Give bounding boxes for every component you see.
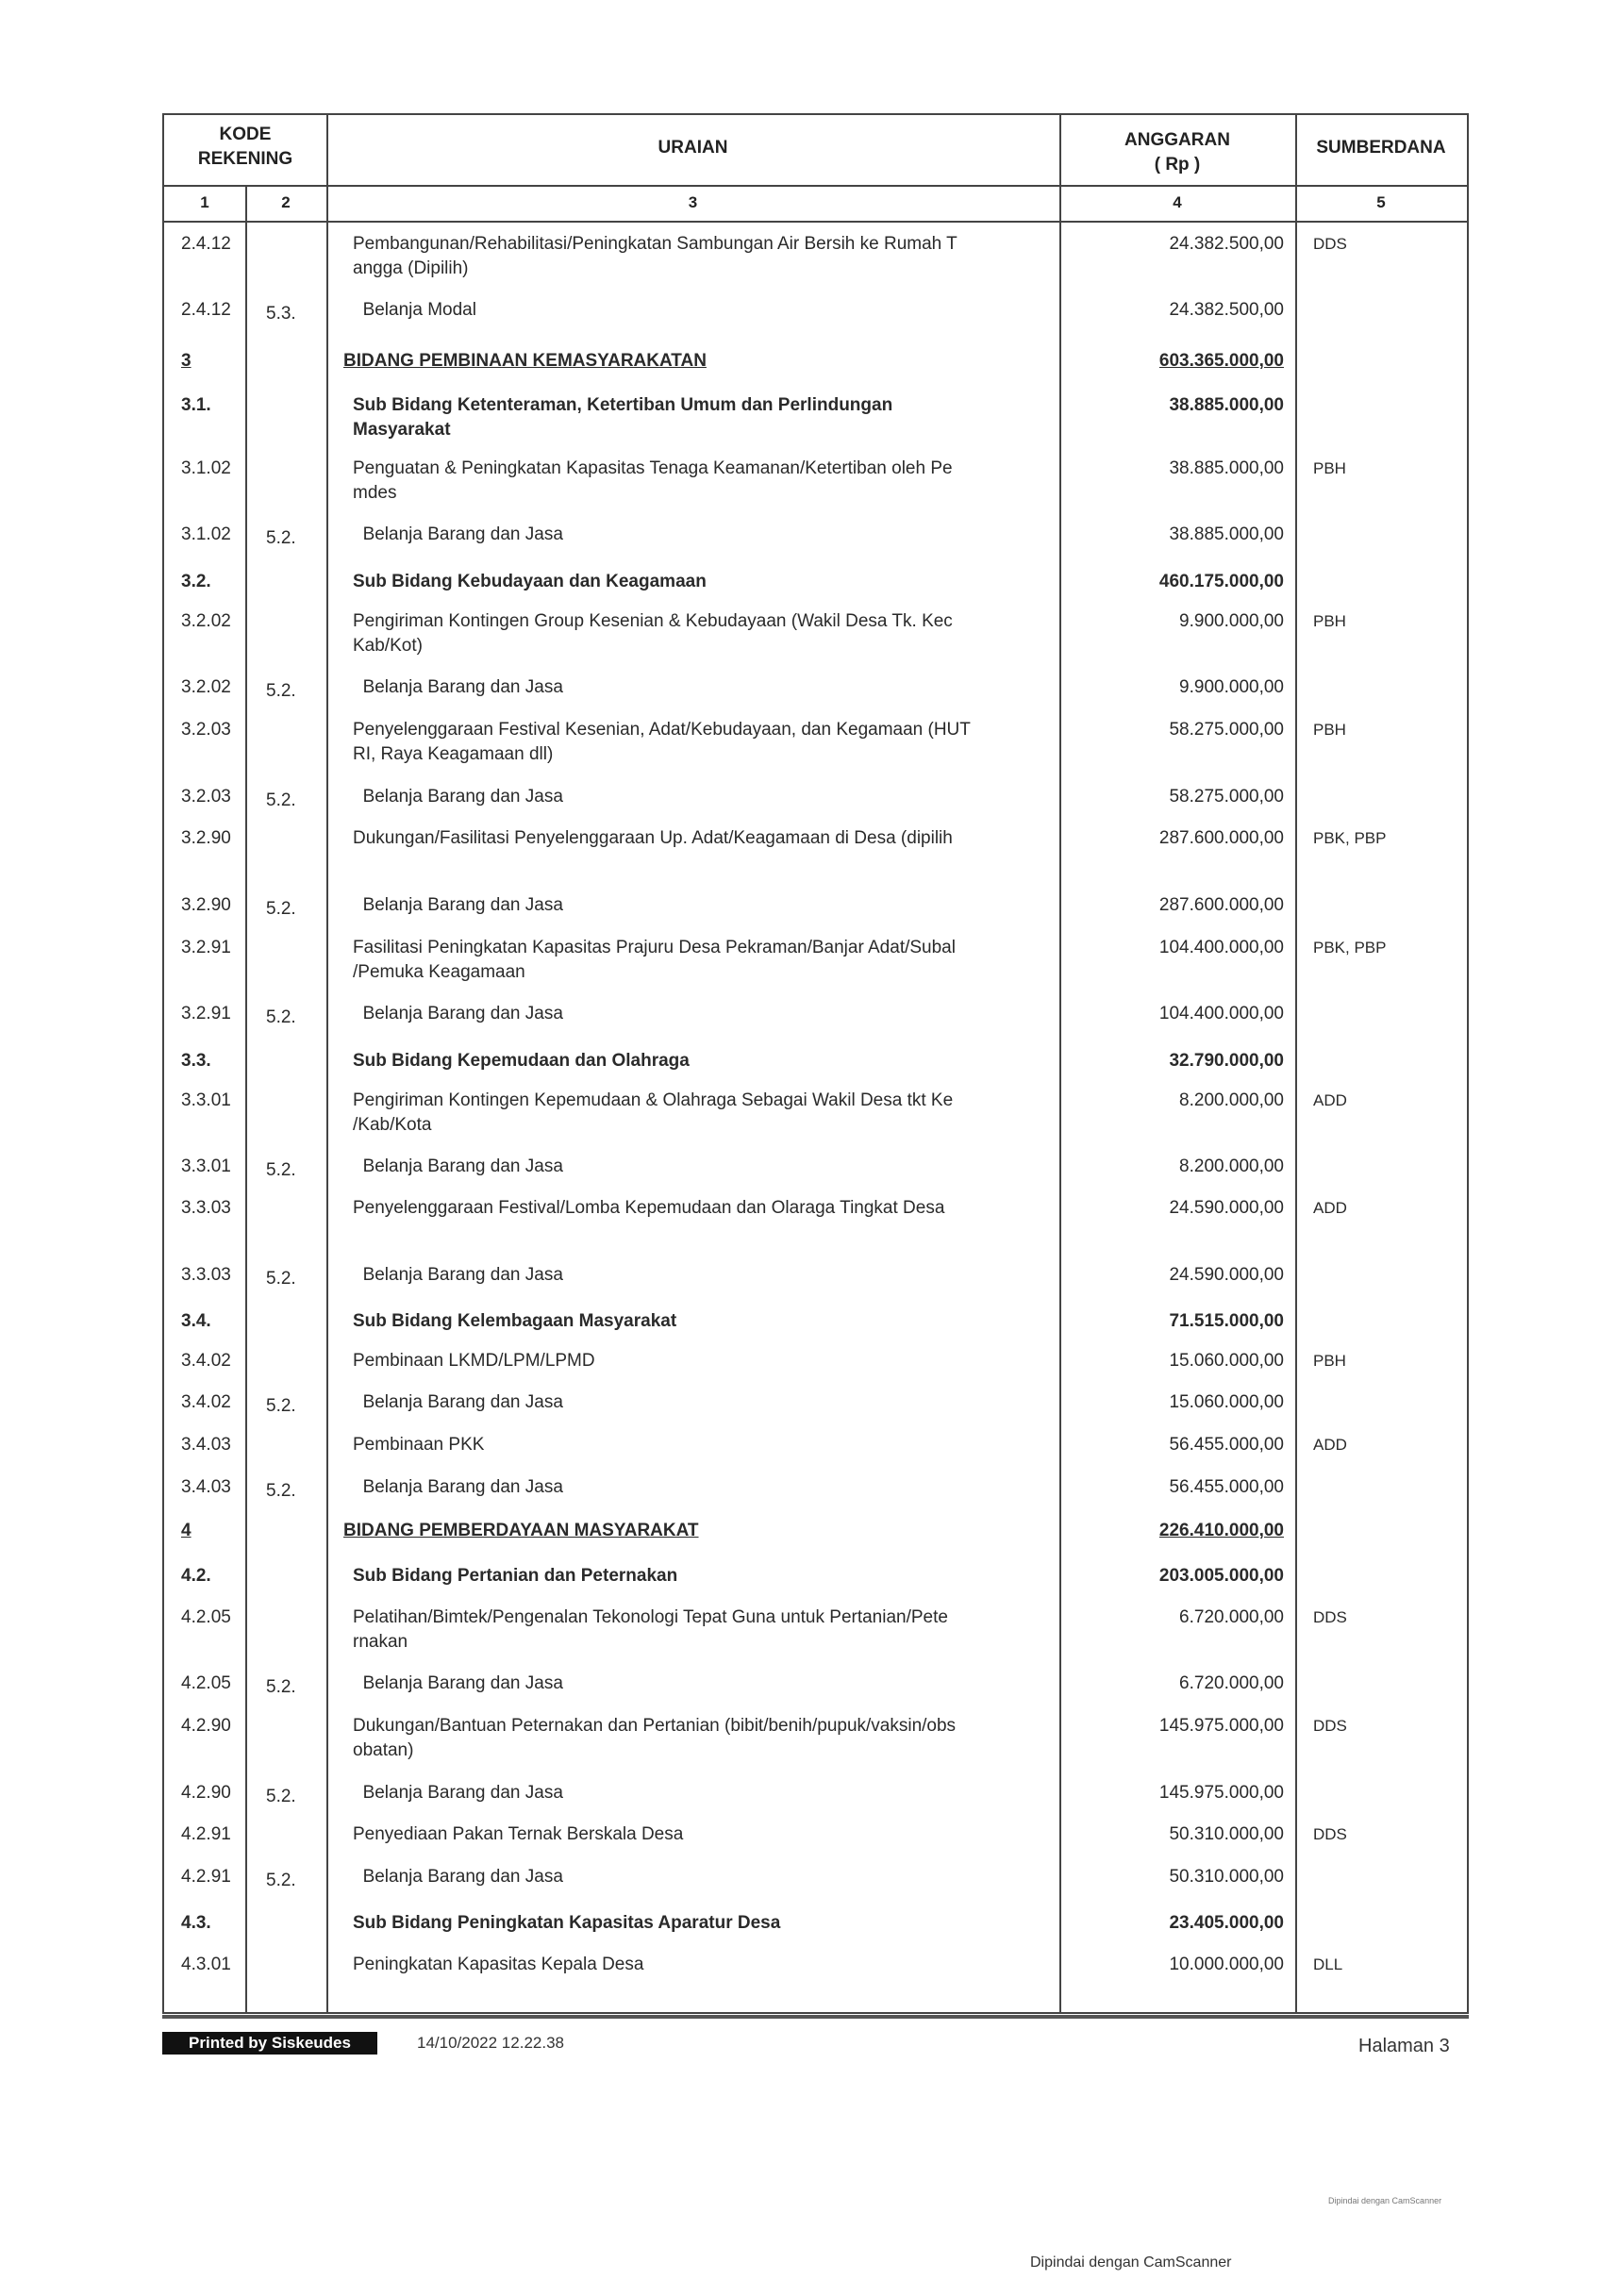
cell-kode: 2.4.12 — [181, 234, 231, 254]
cell-kode: 3 — [181, 351, 191, 371]
cell-sumberdana: PBK, PBP — [1313, 829, 1387, 847]
cell-sumberdana: DDS — [1313, 235, 1347, 253]
cell-uraian: Belanja Barang dan Jasa — [353, 1392, 563, 1412]
header-kode: KODE — [219, 125, 272, 144]
cell-anggaran: 10.000.000,00 — [1169, 1955, 1284, 1974]
cell-uraian: Belanja Barang dan Jasa — [353, 1004, 563, 1023]
cell-uraian: Pengiriman Kontingen Kepemudaan & Olahraga Sebagai Wakil Desa tkt Ke /Kab/Kota — [353, 1090, 954, 1135]
cell-kode: 4.2.91 — [181, 1867, 231, 1887]
header-sumberdana: SUMBERDANA — [1316, 138, 1446, 158]
cell-uraian: Penyelenggaraan Festival/Lomba Kepemudaan dan Olaraga Tingkat Desa — [353, 1198, 945, 1218]
page-number: Halaman 3 — [1358, 2036, 1450, 2056]
cell-uraian: Belanja Barang dan Jasa — [353, 677, 563, 697]
cell-anggaran: 38.885.000,00 — [1169, 524, 1284, 544]
cell-kode: 3.4.03 — [181, 1435, 231, 1455]
cell-anggaran: 24.382.500,00 — [1169, 234, 1284, 254]
cell-kode: 3.4.02 — [181, 1392, 231, 1412]
cell-kode: 3.2.03 — [181, 787, 231, 807]
cell-rekening: 5.2. — [266, 1677, 296, 1697]
header-anggaran: ANGGARAN — [1124, 130, 1230, 150]
cell-anggaran: 50.310.000,00 — [1169, 1824, 1284, 1844]
cell-uraian: Dukungan/Bantuan Peternakan dan Pertanian (bibit/benih/pupuk/vaksin/obs obatan) — [353, 1716, 957, 1760]
cell-uraian: Penyelenggaraan Festival Kesenian, Adat/Kebudayaan, dan Kegamaan (HUT RI, Raya Keagamaan dll) — [353, 720, 971, 764]
cell-rekening: 5.2. — [266, 528, 296, 548]
cell-anggaran: 23.405.000,00 — [1169, 1913, 1284, 1933]
cell-anggaran: 203.005.000,00 — [1158, 1566, 1284, 1586]
cell-uraian: Belanja Barang dan Jasa — [353, 1867, 563, 1887]
col-num-2: 2 — [281, 193, 291, 211]
cell-kode: 3.2.91 — [181, 938, 231, 957]
col-divider-sumberdana — [1295, 115, 1297, 2012]
cell-sumberdana: ADD — [1313, 1091, 1347, 1109]
cell-anggaran: 58.275.000,00 — [1169, 720, 1284, 740]
cell-uraian: Belanja Barang dan Jasa — [353, 1673, 563, 1693]
cell-anggaran: 6.720.000,00 — [1179, 1673, 1284, 1693]
footer-rule — [162, 2015, 1469, 2019]
cell-sumberdana: PBH — [1313, 612, 1346, 630]
cell-uraian: Sub Bidang Kelembagaan Masyarakat — [353, 1311, 677, 1331]
col-num-5: 5 — [1376, 193, 1386, 211]
cell-anggaran: 226.410.000,00 — [1158, 1521, 1284, 1540]
col-num-4: 4 — [1173, 193, 1182, 211]
cell-uraian: Belanja Barang dan Jasa — [353, 1265, 563, 1285]
cell-uraian: Belanja Barang dan Jasa — [353, 1783, 563, 1803]
cell-rekening: 5.2. — [266, 1269, 296, 1289]
cell-rekening: 5.2. — [266, 681, 296, 701]
cell-uraian: Pelatihan/Bimtek/Pengenalan Tekonologi Tepat Guna untuk Pertanian/Pete rnakan — [353, 1607, 948, 1652]
cell-anggaran: 58.275.000,00 — [1169, 787, 1284, 807]
cell-kode: 2.4.12 — [181, 300, 231, 320]
cell-sumberdana: DDS — [1313, 1717, 1347, 1735]
cell-anggaran: 8.200.000,00 — [1179, 1090, 1284, 1110]
cell-uraian: Belanja Barang dan Jasa — [353, 895, 563, 915]
cell-uraian: Pembangunan/Rehabilitasi/Peningkatan Sambungan Air Bersih ke Rumah T angga (Dipilih) — [353, 234, 957, 278]
cell-anggaran: 32.790.000,00 — [1169, 1051, 1284, 1071]
cell-uraian: BIDANG PEMBINAAN KEMASYARAKATAN — [343, 351, 707, 371]
cell-kode: 3.3.01 — [181, 1090, 231, 1110]
cell-kode: 4.2.91 — [181, 1824, 231, 1844]
cell-uraian: Sub Bidang Kepemudaan dan Olahraga — [353, 1051, 690, 1071]
cell-uraian: Sub Bidang Ketenteraman, Ketertiban Umum dan Perlindungan Masyarakat — [353, 395, 893, 440]
cell-kode: 4.3. — [181, 1913, 211, 1933]
cell-anggaran: 56.455.000,00 — [1169, 1435, 1284, 1455]
cell-rekening: 5.2. — [266, 899, 296, 919]
scanner-watermark-small: Dipindai dengan CamScanner — [1328, 2196, 1442, 2205]
header-uraian: URAIAN — [658, 138, 728, 158]
printed-by-label: Printed by Siskeudes — [162, 2032, 377, 2055]
cell-uraian: Dukungan/Fasilitasi Penyelenggaraan Up. Adat/Keagamaan di Desa (dipilih — [353, 828, 953, 848]
cell-kode: 3.2.02 — [181, 677, 231, 697]
cell-anggaran: 460.175.000,00 — [1158, 572, 1284, 591]
cell-anggaran: 56.455.000,00 — [1169, 1477, 1284, 1497]
cell-kode: 3.3.03 — [181, 1265, 231, 1285]
cell-rekening: 5.2. — [266, 1007, 296, 1027]
cell-anggaran: 145.975.000,00 — [1158, 1783, 1284, 1803]
cell-uraian: Sub Bidang Pertanian dan Peternakan — [353, 1566, 678, 1586]
cell-uraian: Belanja Barang dan Jasa — [353, 1477, 563, 1497]
cell-uraian: Pembinaan LKMD/LPM/LPMD — [353, 1351, 595, 1371]
cell-kode: 3.1.02 — [181, 524, 231, 544]
cell-anggaran: 24.590.000,00 — [1169, 1198, 1284, 1218]
cell-kode: 3.2.02 — [181, 611, 231, 631]
cell-uraian: Belanja Modal — [353, 300, 476, 320]
cell-kode: 3.1.02 — [181, 458, 231, 478]
cell-uraian: Fasilitasi Peningkatan Kapasitas Prajuru Desa Pekraman/Banjar Adat/Subal /Pemuka Keagamaan — [353, 938, 956, 982]
cell-kode: 3.2.90 — [181, 828, 231, 848]
cell-sumberdana: PBH — [1313, 721, 1346, 739]
cell-sumberdana: DLL — [1313, 1955, 1343, 1973]
header-rp: ( Rp ) — [1154, 155, 1201, 175]
col-num-1: 1 — [200, 193, 209, 211]
cell-uraian: Peningkatan Kapasitas Kepala Desa — [353, 1955, 644, 1974]
cell-anggaran: 9.900.000,00 — [1179, 611, 1284, 631]
cell-uraian: Pengiriman Kontingen Group Kesenian & Kebudayaan (Wakil Desa Tk. Kec Kab/Kot) — [353, 611, 953, 656]
cell-uraian: Pembinaan PKK — [353, 1435, 485, 1455]
cell-uraian: Belanja Barang dan Jasa — [353, 1156, 563, 1176]
cell-rekening: 5.3. — [266, 304, 296, 324]
cell-kode: 4.3.01 — [181, 1955, 231, 1974]
cell-uraian: Belanja Barang dan Jasa — [353, 787, 563, 807]
cell-uraian: Belanja Barang dan Jasa — [353, 524, 563, 544]
cell-anggaran: 15.060.000,00 — [1169, 1392, 1284, 1412]
cell-kode: 3.4. — [181, 1311, 211, 1331]
header-rekening: REKENING — [197, 149, 293, 169]
cell-kode: 3.2.90 — [181, 895, 231, 915]
cell-rekening: 5.2. — [266, 1396, 296, 1416]
cell-kode: 4.2. — [181, 1566, 211, 1586]
cell-kode: 3.2. — [181, 572, 211, 591]
cell-kode: 3.4.03 — [181, 1477, 231, 1497]
cell-rekening: 5.2. — [266, 790, 296, 810]
cell-sumberdana: DDS — [1313, 1608, 1347, 1626]
cell-uraian: Penguatan & Peningkatan Kapasitas Tenaga Keamanan/Ketertiban oleh Pe mdes — [353, 458, 953, 503]
cell-anggaran: 38.885.000,00 — [1169, 395, 1284, 415]
cell-anggaran: 603.365.000,00 — [1158, 351, 1284, 371]
cell-kode: 4.2.90 — [181, 1716, 231, 1736]
cell-uraian: Sub Bidang Kebudayaan dan Keagamaan — [353, 572, 707, 591]
cell-sumberdana: PBK, PBP — [1313, 939, 1387, 957]
cell-sumberdana: DDS — [1313, 1825, 1347, 1843]
cell-kode: 3.3.01 — [181, 1156, 231, 1176]
cell-anggaran: 50.310.000,00 — [1169, 1867, 1284, 1887]
cell-kode: 3.3.03 — [181, 1198, 231, 1218]
col-num-3: 3 — [688, 193, 698, 211]
print-timestamp: 14/10/2022 12.22.38 — [417, 2034, 564, 2052]
cell-sumberdana: PBH — [1313, 1352, 1346, 1370]
cell-anggaran: 9.900.000,00 — [1179, 677, 1284, 697]
cell-sumberdana: PBH — [1313, 459, 1346, 477]
cell-anggaran: 287.600.000,00 — [1158, 828, 1284, 848]
cell-kode: 4.2.05 — [181, 1673, 231, 1693]
cell-anggaran: 145.975.000,00 — [1158, 1716, 1284, 1736]
cell-uraian: Sub Bidang Peningkatan Kapasitas Aparatur Desa — [353, 1913, 781, 1933]
cell-rekening: 5.2. — [266, 1787, 296, 1806]
cell-anggaran: 8.200.000,00 — [1179, 1156, 1284, 1176]
cell-rekening: 5.2. — [266, 1481, 296, 1501]
cell-sumberdana: ADD — [1313, 1436, 1347, 1454]
cell-kode: 4.2.90 — [181, 1783, 231, 1803]
cell-uraian: BIDANG PEMBERDAYAAN MASYARAKAT — [343, 1521, 699, 1540]
header-divider — [164, 185, 1467, 187]
cell-uraian: Penyediaan Pakan Ternak Berskala Desa — [353, 1824, 684, 1844]
cell-anggaran: 15.060.000,00 — [1169, 1351, 1284, 1371]
cell-kode: 3.2.91 — [181, 1004, 231, 1023]
cell-kode: 3.3. — [181, 1051, 211, 1071]
cell-kode: 3.1. — [181, 395, 211, 415]
cell-anggaran: 6.720.000,00 — [1179, 1607, 1284, 1627]
cell-anggaran: 24.382.500,00 — [1169, 300, 1284, 320]
cell-anggaran: 71.515.000,00 — [1169, 1311, 1284, 1331]
col-divider-uraian — [326, 115, 328, 2012]
cell-sumberdana: ADD — [1313, 1199, 1347, 1217]
cell-kode: 4 — [181, 1521, 191, 1540]
table-header — [164, 115, 1467, 221]
cell-kode: 4.2.05 — [181, 1607, 231, 1627]
cell-rekening: 5.2. — [266, 1871, 296, 1890]
cell-anggaran: 38.885.000,00 — [1169, 458, 1284, 478]
scanner-watermark: Dipindai dengan CamScanner — [1030, 2254, 1232, 2271]
cell-anggaran: 104.400.000,00 — [1158, 1004, 1284, 1023]
cell-anggaran: 104.400.000,00 — [1158, 938, 1284, 957]
budget-table — [162, 113, 1469, 2014]
cell-anggaran: 24.590.000,00 — [1169, 1265, 1284, 1285]
cell-anggaran: 287.600.000,00 — [1158, 895, 1284, 915]
cell-kode: 3.4.02 — [181, 1351, 231, 1371]
col-divider-anggaran — [1059, 115, 1061, 2012]
header-bottom-line — [164, 221, 1467, 223]
cell-kode: 3.2.03 — [181, 720, 231, 740]
cell-rekening: 5.2. — [266, 1160, 296, 1180]
